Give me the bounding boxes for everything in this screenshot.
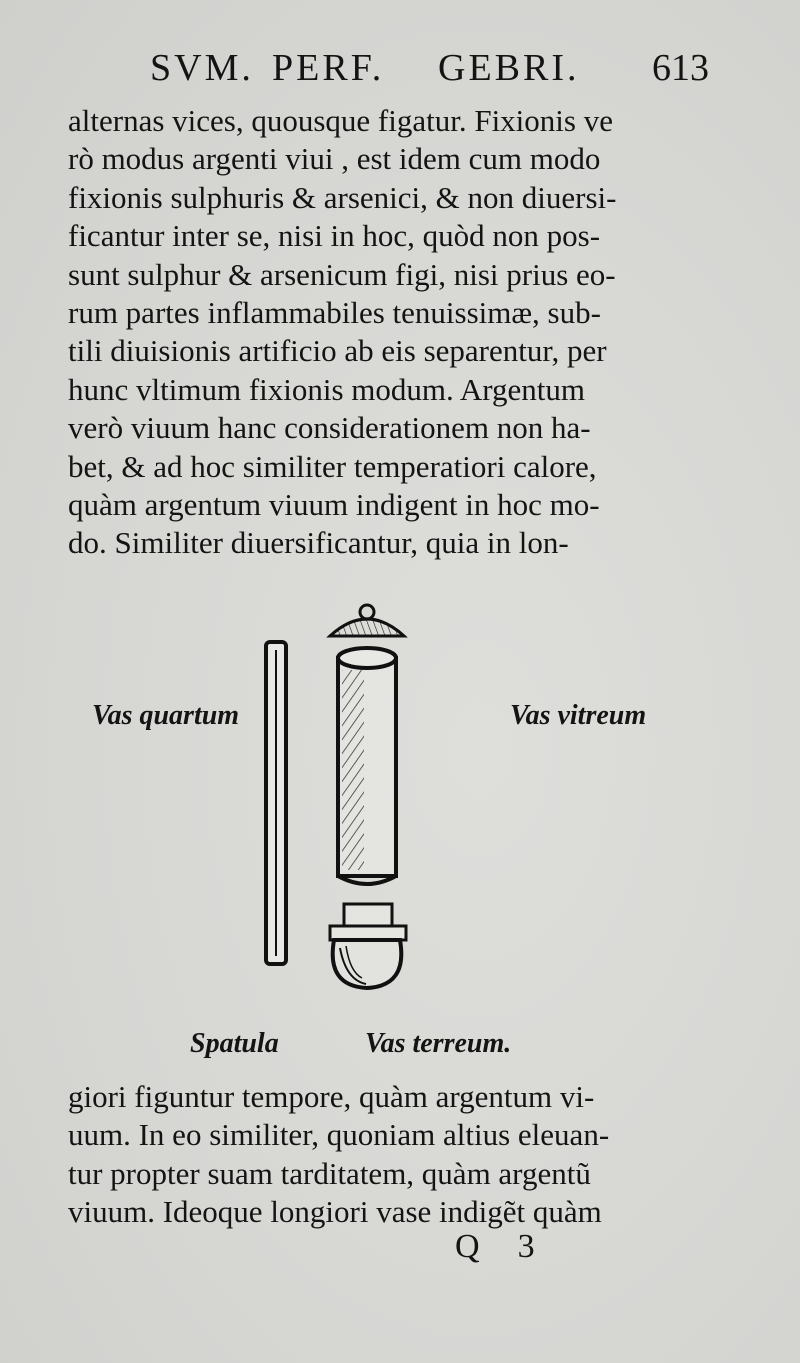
text-line: ficantur inter se, nisi in hoc, quòd non pos- (68, 218, 601, 254)
label-vas-quartum: Vas quartum (92, 700, 240, 731)
running-title-perf: PERF. (272, 47, 385, 89)
text-line: uum. In eo similiter, quoniam altius eleuan- (68, 1117, 610, 1153)
text-line: do. Similiter diuersificantur, quia in lon- (68, 525, 569, 561)
signature-number: 3 (517, 1228, 535, 1265)
page-number: 613 (652, 47, 709, 89)
text-line: tili diuisionis artificio ab eis separentur, per (68, 333, 607, 369)
text-line: viuum. Ideoque longiori vase indigẽt quàm (68, 1194, 602, 1230)
text-line: bet, & ad hoc similiter temperatiori calore, (68, 448, 597, 484)
label-vas-vitreum: Vas vitreum (510, 700, 647, 731)
earthen-vessel-figure (330, 904, 406, 988)
vessel-lid-figure (330, 605, 404, 636)
text-line: tur propter suam tarditatem, quàm argentũ (68, 1155, 591, 1191)
text-line: rò modus argenti viui , est idem cum modo (68, 141, 601, 177)
text-line: sunt sulphur & arsenicum figi, nisi prius eo- (68, 256, 616, 292)
label-spatula: Spatula (190, 1028, 279, 1059)
text-line: quàm argentum viuum indigent in hoc mo- (68, 486, 600, 522)
text-line: alternas vices, quousque figatur. Fixionis ve (68, 103, 613, 138)
running-title-gebri: GEBRI. (438, 47, 580, 89)
running-title-sum: SVM. (150, 47, 254, 89)
text-line: verò viuum hanc considerationem non ha- (68, 410, 591, 446)
spatula-figure (266, 642, 286, 964)
text-line: rum partes inflammabiles tenuissimæ, sub- (68, 294, 601, 330)
text-line: fixionis sulphuris & arsenici, & non diuersi- (68, 179, 617, 215)
text-line: hunc vltimum fixionis modum. Argentum (68, 371, 585, 407)
label-vas-terreum: Vas terreum. (365, 1028, 512, 1059)
text-line: giori figuntur tempore, quàm argentum vi- (68, 1079, 595, 1114)
text-block-bottom (68, 1078, 708, 1232)
glass-vessel-figure (338, 648, 396, 884)
signature-letter: Q (455, 1228, 480, 1265)
signature-mark (455, 1228, 573, 1266)
